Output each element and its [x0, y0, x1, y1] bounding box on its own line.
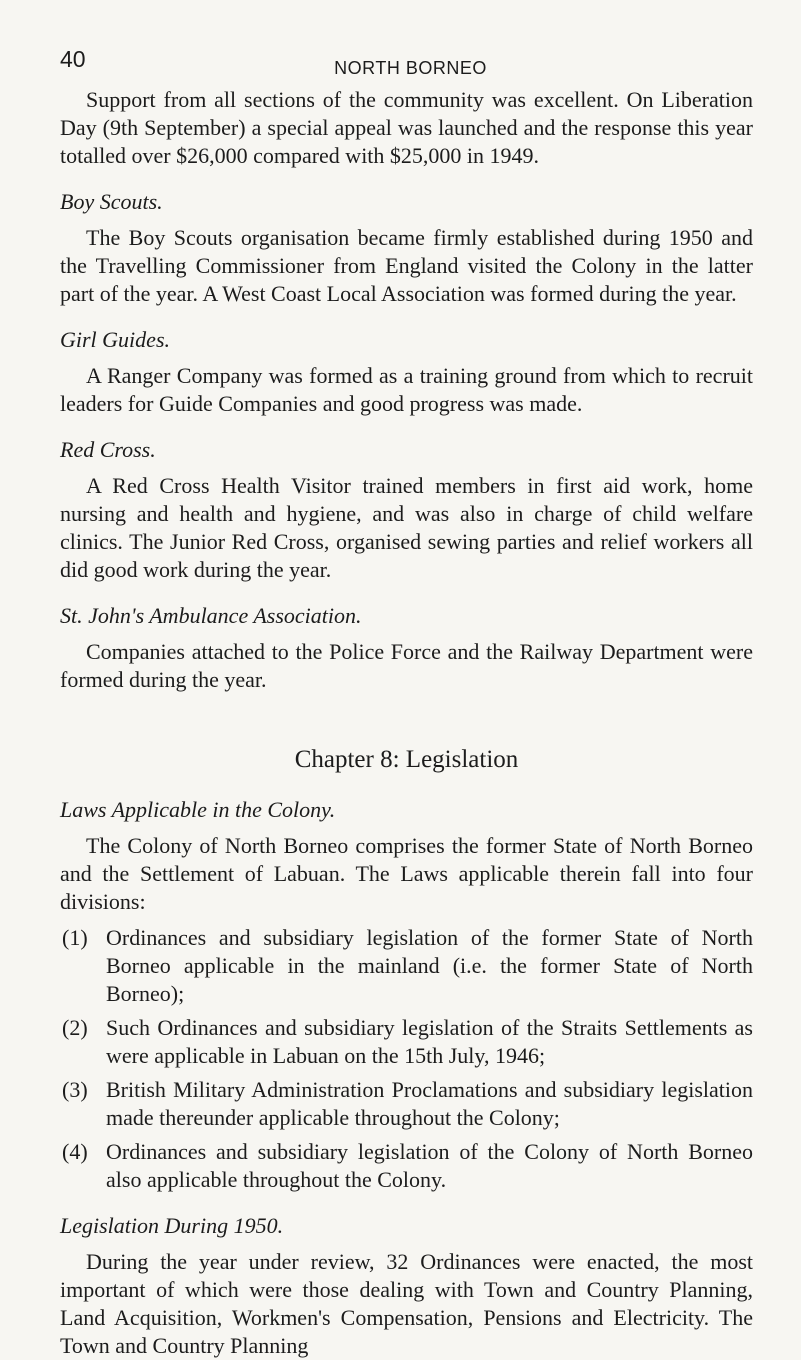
list-item	[60, 1014, 753, 1070]
section-laws-applicable	[60, 796, 753, 1194]
section-boy-scouts	[60, 188, 753, 308]
section-heading: Laws Applicable in the Colony.	[60, 797, 336, 822]
page-number: 40	[60, 46, 86, 72]
section-text: During the year under review, 32 Ordinances were enacted, the most important of which were those dealing with Town and Country Planning, Land Acquisition, Workmen's Compensation, Pensions and Electricity. The Town and Country Planning	[60, 1249, 753, 1358]
section-text: The Boy Scouts organisation became firmly established during 1950 and the Travelling Commissioner from England visited the Colony in the latter part of the year. A West Coast Local Association was formed during the year.	[60, 225, 753, 306]
list-item-text: Ordinances and subsidiary legislation of the former State of North Borneo applicable in the mainland (i.e. the former State of North Borneo);	[106, 925, 753, 1006]
list-item-text: Ordinances and subsidiary legislation of the Colony of North Borneo also applicable throughout the Colony.	[106, 1139, 753, 1192]
page-header	[60, 46, 761, 86]
section-text: A Ranger Company was formed as a training ground from which to recruit leaders for Guide Companies and good progress was made.	[60, 363, 753, 416]
section-legislation-1950	[60, 1212, 753, 1360]
section-heading: Legislation During 1950.	[60, 1213, 284, 1238]
list-item-number: (2)	[62, 1015, 88, 1040]
section-heading: Girl Guides.	[60, 327, 170, 352]
list-item-text: Such Ordinances and subsidiary legislation of the Straits Settlements as were applicable in Labuan on the 15th July, 1946;	[106, 1015, 753, 1068]
chapter-title: Chapter 8: Legislation	[294, 746, 519, 773]
list-item-number: (3)	[62, 1077, 88, 1102]
list-item	[60, 1138, 753, 1194]
section-text: Companies attached to the Police Force and the Railway Department were formed during the year.	[60, 639, 753, 692]
running-title: NORTH BORNEO	[334, 58, 487, 78]
list-item	[60, 1076, 753, 1132]
section-girl-guides	[60, 326, 753, 418]
list-item-number: (4)	[62, 1139, 88, 1164]
section-heading: Boy Scouts.	[60, 189, 163, 214]
section-red-cross	[60, 436, 753, 584]
list-item-text: British Military Administration Proclamations and subsidiary legislation made thereunder applicable throughout the Colony;	[106, 1077, 753, 1130]
page-body	[60, 86, 753, 1360]
intro-paragraph: Support from all sections of the community was excellent. On Liberation Day (9th September) a special appeal was launched and the response this year totalled over $26,000 compared with $25,000 in 1949.	[60, 87, 753, 168]
section-st-johns-ambulance	[60, 602, 753, 694]
section-text: The Colony of North Borneo comprises the former State of North Borneo and the Settlement of Labuan. The Laws applicable therein fall into four divisions:	[60, 833, 753, 914]
list-item-number: (1)	[62, 925, 88, 950]
list-item	[60, 924, 753, 1008]
divisions-list	[60, 924, 753, 1194]
section-heading: Red Cross.	[60, 437, 156, 462]
section-heading: St. John's Ambulance Association.	[60, 603, 362, 628]
section-text: A Red Cross Health Visitor trained members in first aid work, home nursing and health and hygiene, and was also in charge of child welfare clinics. The Junior Red Cross, organised sewing parties and relief workers all did good work during the year.	[60, 473, 753, 582]
